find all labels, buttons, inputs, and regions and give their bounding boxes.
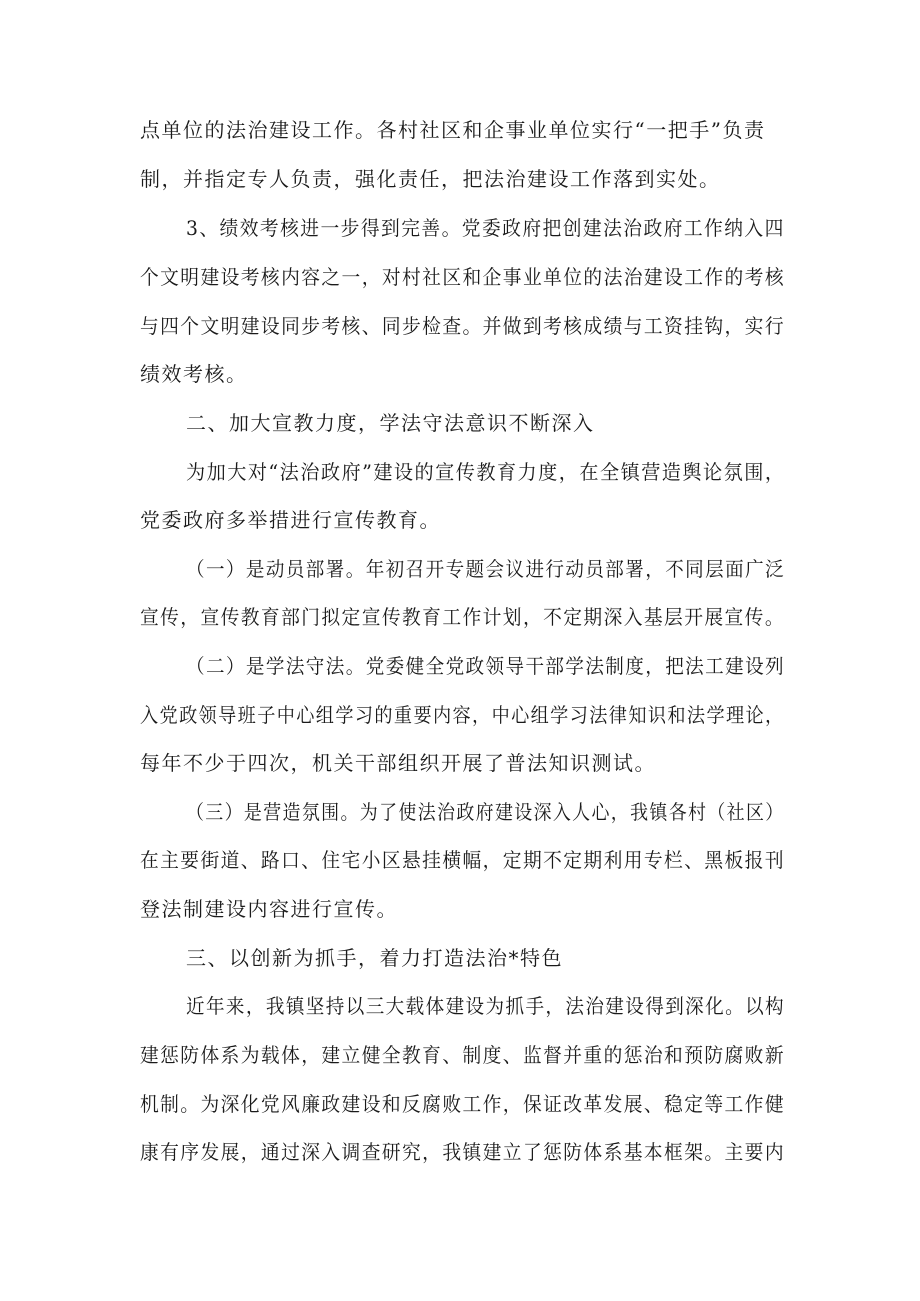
text-line: 点单位的法治建设工作。各村社区和企事业单位实行“一把手”负责 bbox=[140, 118, 766, 142]
text-line: 登法制建设内容进行宣传。 bbox=[140, 897, 398, 921]
text-line: （一）是动员部署。年初召开专题会议进行动员部署，不同层面广泛 bbox=[186, 557, 786, 581]
text-line: 机制。为深化党风廉政建设和反腐败工作，保证改革发展、稳定等工作健 bbox=[140, 1092, 785, 1116]
text-line: 个文明建设考核内容之一，对村社区和企事业单位的法治建设工作的考核 bbox=[140, 265, 785, 289]
text-line: 党委政府多举措进行宣传教育。 bbox=[140, 508, 441, 532]
text-line: 每年不少于四次，机关干部组织开展了普法知识测试。 bbox=[140, 751, 656, 775]
text-line: 建惩防体系为载体，建立健全教育、制度、监督并重的惩治和预防腐败新 bbox=[140, 1043, 785, 1067]
section-heading: 二、加大宣教力度，学法守法意识不断深入 bbox=[186, 411, 595, 435]
text-line: （二）是学法守法。党委健全党政领导干部学法制度，把法工建设列 bbox=[186, 654, 786, 678]
text-line: 近年来，我镇坚持以三大载体建设为抓手，法治建设得到深化。以构 bbox=[186, 994, 786, 1018]
text-line: 康有序发展，通过深入调查研究，我镇建立了惩防体系基本框架。主要内 bbox=[140, 1140, 785, 1164]
text-line: 在主要街道、路口、住宅小区悬挂横幅，定期不定期利用专栏、黑板报刊 bbox=[140, 848, 785, 872]
text-line: 绩效考核。 bbox=[140, 362, 248, 386]
text-line: 3、绩效考核进一步得到完善。党委政府把创建法治政府工作纳入四 bbox=[186, 216, 785, 240]
text-line: 入党政领导班子中心组学习的重要内容，中心组学习法律知识和法学理论， bbox=[140, 703, 785, 727]
text-line: 为加大对“法治政府”建设的宣传教育力度，在全镇营造舆论氛围， bbox=[186, 460, 786, 484]
section-heading: 三、以创新为抓手，着力打造法治*特色 bbox=[186, 946, 563, 970]
text-line: 制，并指定专人负责，强化责任，把法治建设工作落到实处。 bbox=[140, 167, 721, 191]
text-line: 与四个文明建设同步考核、同步检查。并做到考核成绩与工资挂钩，实行 bbox=[140, 314, 785, 338]
text-line: 宣传，宣传教育部门拟定宣传教育工作计划，不定期深入基层开展宣传。 bbox=[140, 605, 785, 629]
text-line: （三）是营造氛围。为了使法治政府建设深入人心，我镇各村（社区） bbox=[186, 800, 785, 824]
